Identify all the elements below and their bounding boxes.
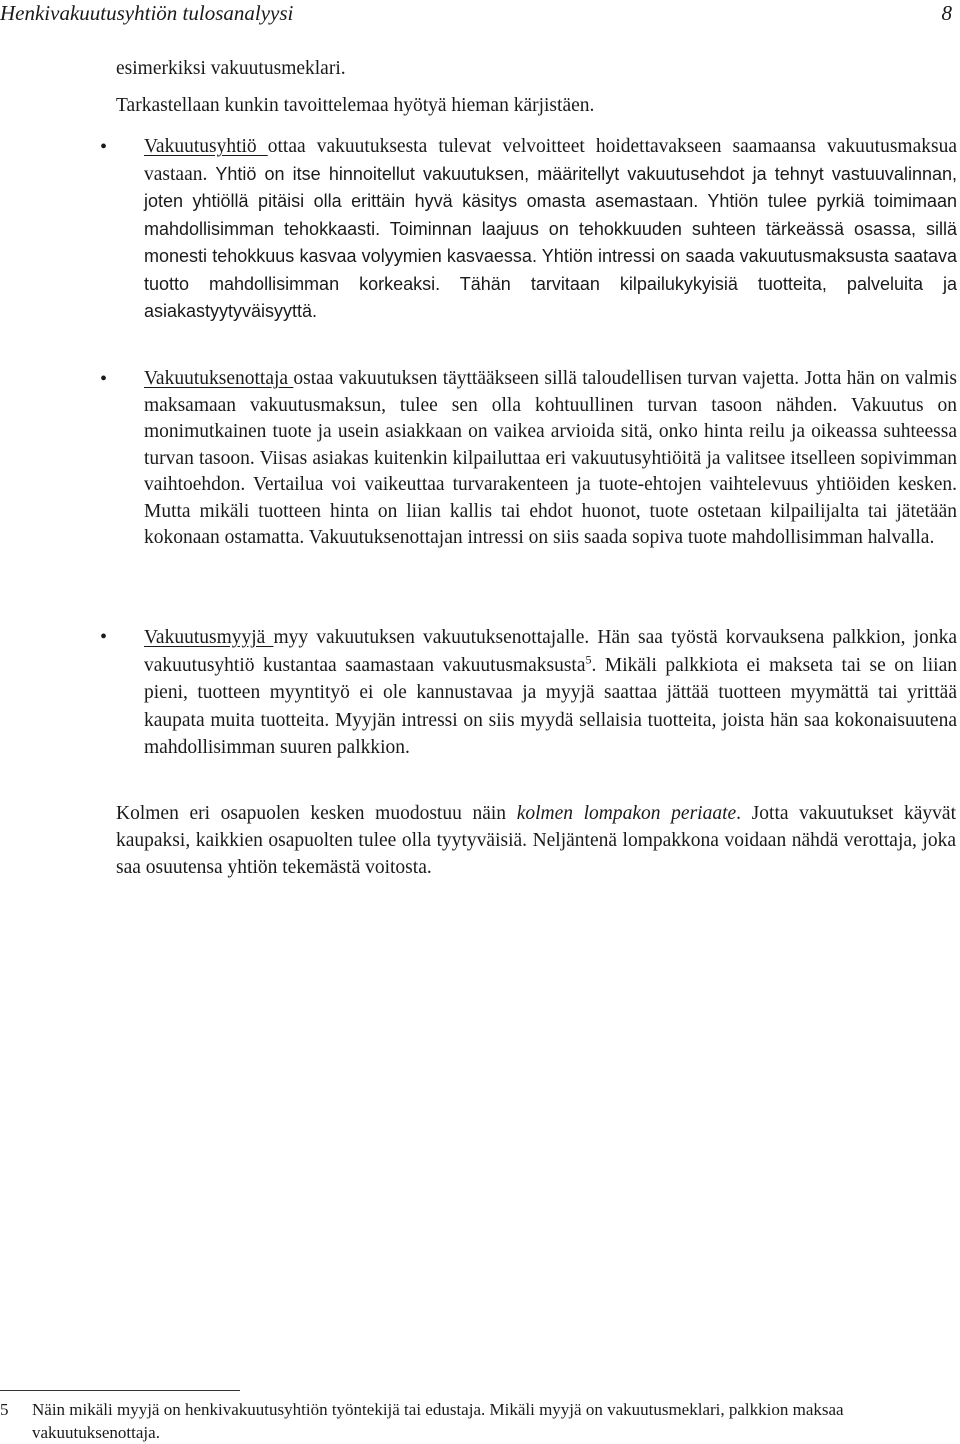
footnote-text: Näin mikäli myyjä on henkivakuutusyhtiön työntekijä tai edustaja. Mikäli myyjä on vakuutusmeklari, palkkion maksaa vakuutuksenottaja. bbox=[32, 1400, 844, 1442]
bullet-text-policyholder-body: ostaa vakuutuksen täyttääkseen sillä taloudellisen turvan vajetta. Jotta hän on valmis maksamaan vakuutusmaksun, tulee sen olla kohtuullinen turvan tasoon nähden. Vakuutus on monimutkainen tuote ja usein asiakkaan on vaikea arvioida sitä, onko hinta reilu ja oikeassa suhteessa turvan tasoon. Viisas asiakas kuitenkin kilpailuttaa eri vakuutusyhtiöitä ja valitsee itselleen sopivimman vaihtoehdon. Vertailua voi vaikeuttaa turvarakenteen ja tuote-ehtojen vaihtelevuus yhtiöiden kesken. Mutta mikäli tuotteen hinta on liian kallis tai ehdot huonot, tuote ostetaan kilpailijalta tai jätetään kokonaan ostamatta. Vakuutuksenottajan intressi on siis saada sopiva tuote mahdollisimman halvalla. bbox=[144, 368, 957, 548]
term-vakuutusyhtio: Vakuutusyhtiö bbox=[144, 136, 268, 157]
bullet-dot-icon: • bbox=[100, 136, 108, 158]
footnote-divider bbox=[0, 1390, 240, 1391]
conclusion-text-a: Kolmen eri osapuolen kesken muodostuu näin bbox=[116, 803, 517, 824]
bullet-dot-icon: • bbox=[100, 368, 108, 390]
term-vakuutusmyyja: Vakuutusmyyjä bbox=[144, 627, 274, 648]
running-title: Henkivakuutusyhtiön tulosanalyysi bbox=[0, 1, 294, 25]
conclusion-text-b: . Jotta vakuutukset käyvät kaupaksi, kaikkien osapuolten tulee olla tyytyväisiä. Neljäntenä lompakkona voidaan nähdä verottaja, joka saa osuutensa yhtiön tekemästä voitosta. bbox=[116, 803, 957, 878]
bullet-dot-icon: • bbox=[100, 626, 108, 648]
bullet-text-insurer bbox=[144, 134, 957, 326]
bullet-text-insurer-a: ottaa vakuutuksesta tulevat velvoitteet hoidettavakseen saamaansa vakuutusmaksua vastaan. bbox=[144, 136, 957, 185]
conclusion-paragraph bbox=[116, 800, 956, 881]
bullet-text-insurer-b: Yhtiö on itse hinnoitellut vakuutuksen, määritellyt vakuutusehdot ja tehnyt vastuuvalinnan, joten yhtiöllä pitäisi olla erittäin hyvä käsitys omasta asemastaan. Yhtiön tulee pyrkiä toimimaan mahdollisimman tehokkaasti. Toiminnan laajuus on tehokkuuden suhteen tärkeässä osassa, sillä monesti tehokkuus kasvaa volyymien kasvaessa. Yhtiön intressi on saada vakuutusmaksusta saatava tuotto mahdollisimman korkeaksi. Tähän tarvitaan kilpailukykyisiä tuotteita, palveluita ja asiakastyytyväisyyttä. bbox=[144, 163, 957, 321]
page-header bbox=[0, 0, 960, 30]
intro-line-2: Tarkastellaan kunkin tavoittelemaa hyötyä hieman kärjistäen. bbox=[116, 95, 595, 116]
bullet-text-seller-b: . Mikäli palkkiota ei makseta tai se on liian pieni, tuotteen myyntityö ei ole kannustavaa ja myyjä saattaa jättää tuotteen myymättä tai yrittää kaupata muita tuotteita. Myyjän intressi on siis myydä sellaisia tuotteita, joista hän saa kokonaisuutena mahdollisimman suuren palkkion. bbox=[144, 654, 957, 758]
bullet-text-policyholder bbox=[144, 366, 957, 552]
bullet-text-seller-a: myy vakuutuksen vakuutuksenottajalle. Hän saa työstä korvauksena palkkion, jonka vakuutusyhtiö kustantaa saamastaan vakuutusmaksusta bbox=[144, 627, 957, 676]
footnote-ref: 5 bbox=[585, 652, 592, 666]
conclusion-emphasis: kolmen lompakon periaate bbox=[516, 803, 737, 824]
intro-line-1: esimerkiksi vakuutusmeklari. bbox=[116, 58, 346, 79]
bullet-text-seller bbox=[144, 624, 957, 762]
term-vakuutuksenottaja: Vakuutuksenottaja bbox=[144, 368, 294, 389]
footnote-number: 5 bbox=[0, 1400, 9, 1419]
page-number: 8 bbox=[941, 1, 952, 25]
